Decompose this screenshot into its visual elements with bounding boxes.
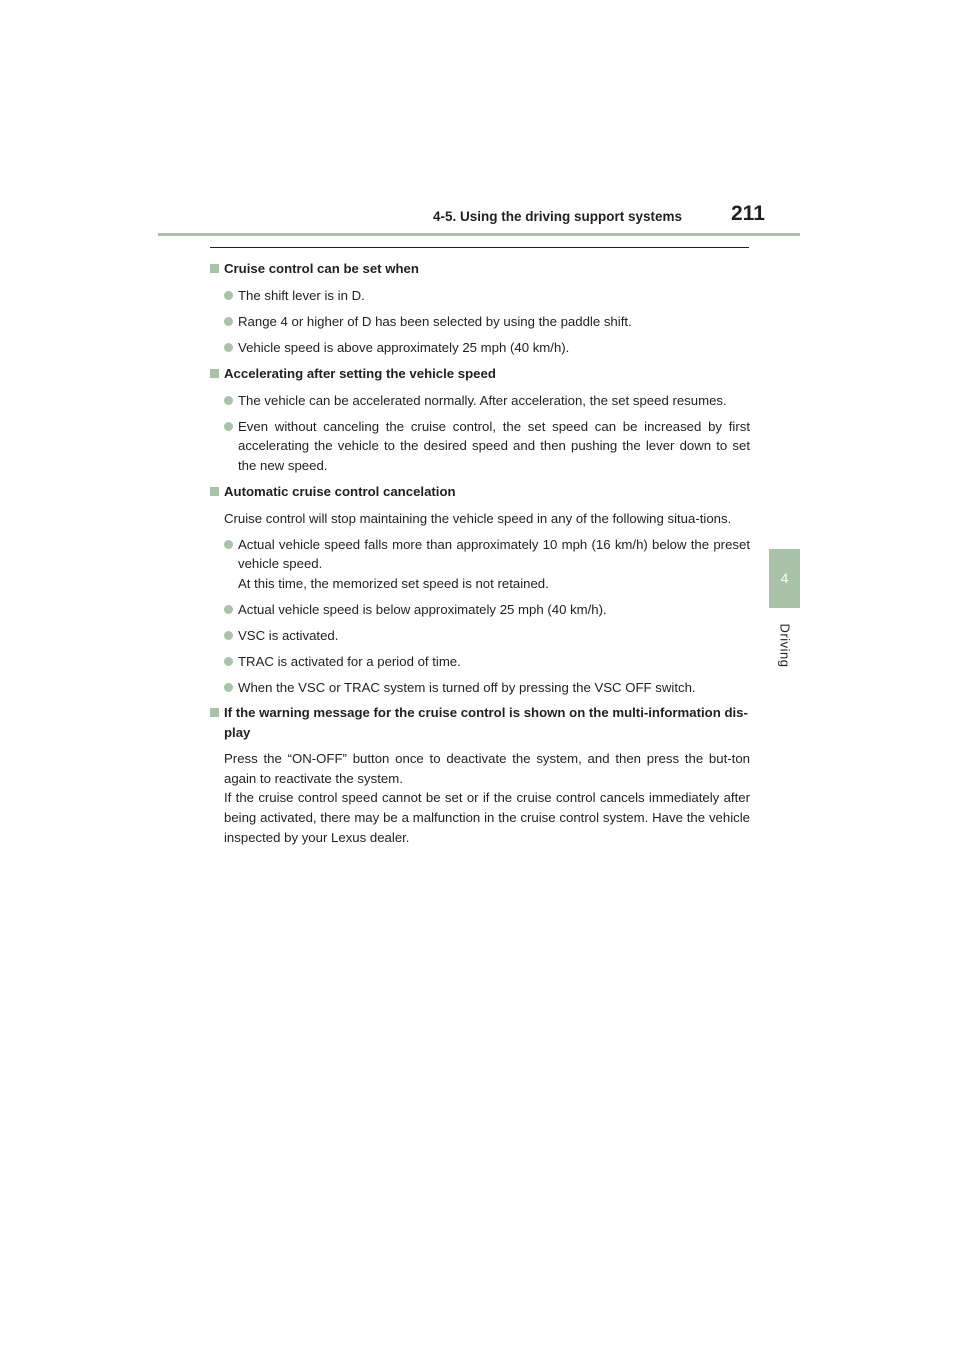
round-bullet-icon xyxy=(224,631,233,640)
section-paragraph: Press the “ON-OFF” button once to deactivate the system, and then press the but-ton again to reactivate the system. If the cruise control speed cannot be set or if the cruise control cancels immediately after being activated, there may be a malfunction in the cruise control system. Have the vehicle inspected by your Lexus dealer. xyxy=(224,751,750,845)
section-intro: Cruise control will stop maintaining the vehicle speed in any of the following situa-tions. xyxy=(224,510,732,526)
page-content xyxy=(210,259,750,853)
section-heading: Cruise control can be set when xyxy=(210,259,750,280)
round-bullet-icon xyxy=(224,657,233,666)
round-bullet-icon xyxy=(224,291,233,300)
item-note: At this time, the memorized set speed is not retained. xyxy=(238,576,549,591)
square-bullet-icon xyxy=(210,264,219,273)
section-cruise-set-conditions xyxy=(210,259,750,357)
section-heading: Accelerating after setting the vehicle speed xyxy=(210,364,750,385)
round-bullet-icon xyxy=(224,540,233,549)
list-item: When the VSC or TRAC system is turned off by pressing the VSC OFF switch. xyxy=(224,678,750,698)
list-item: VSC is activated. xyxy=(224,626,750,646)
square-bullet-icon xyxy=(210,487,219,496)
page-number: 211 xyxy=(731,202,765,225)
list-item: Range 4 or higher of D has been selected by using the paddle shift. xyxy=(224,312,750,332)
content-top-rule xyxy=(210,247,749,248)
chapter-number: 4 xyxy=(780,570,789,586)
round-bullet-icon xyxy=(224,422,233,431)
section-heading: Automatic cruise control cancelation xyxy=(210,482,750,503)
square-bullet-icon xyxy=(210,369,219,378)
round-bullet-icon xyxy=(224,396,233,405)
round-bullet-icon xyxy=(224,317,233,326)
list-item: Actual vehicle speed is below approximately 25 mph (40 km/h). xyxy=(224,600,750,620)
section-automatic-cancelation xyxy=(210,482,750,697)
list-item: The vehicle can be accelerated normally. After acceleration, the set speed resumes. xyxy=(224,391,750,411)
list-item: Actual vehicle speed falls more than approximately 10 mph (16 km/h) below the preset vehicle speed. At this time, the memorized set speed is not retained. xyxy=(224,535,750,594)
list-item: Vehicle speed is above approximately 25 mph (40 km/h). xyxy=(224,338,750,358)
section-accelerating xyxy=(210,364,750,476)
section-heading: If the warning message for the cruise control is shown on the multi-information dis-play xyxy=(210,703,750,742)
round-bullet-icon xyxy=(224,605,233,614)
header-rule xyxy=(158,233,800,236)
chapter-tab xyxy=(769,549,800,608)
section-warning-message xyxy=(210,703,750,847)
round-bullet-icon xyxy=(224,683,233,692)
round-bullet-icon xyxy=(224,343,233,352)
list-item: The shift lever is in D. xyxy=(224,286,750,306)
list-item: TRAC is activated for a period of time. xyxy=(224,652,750,672)
chapter-label-container xyxy=(770,620,800,670)
square-bullet-icon xyxy=(210,708,219,717)
list-item: Even without canceling the cruise control, the set speed can be increased by first accelerating the vehicle to the desired speed and then pushing the lever down to set the new speed. xyxy=(224,417,750,476)
section-title: 4-5. Using the driving support systems xyxy=(433,209,683,224)
chapter-label: Driving xyxy=(777,623,793,667)
